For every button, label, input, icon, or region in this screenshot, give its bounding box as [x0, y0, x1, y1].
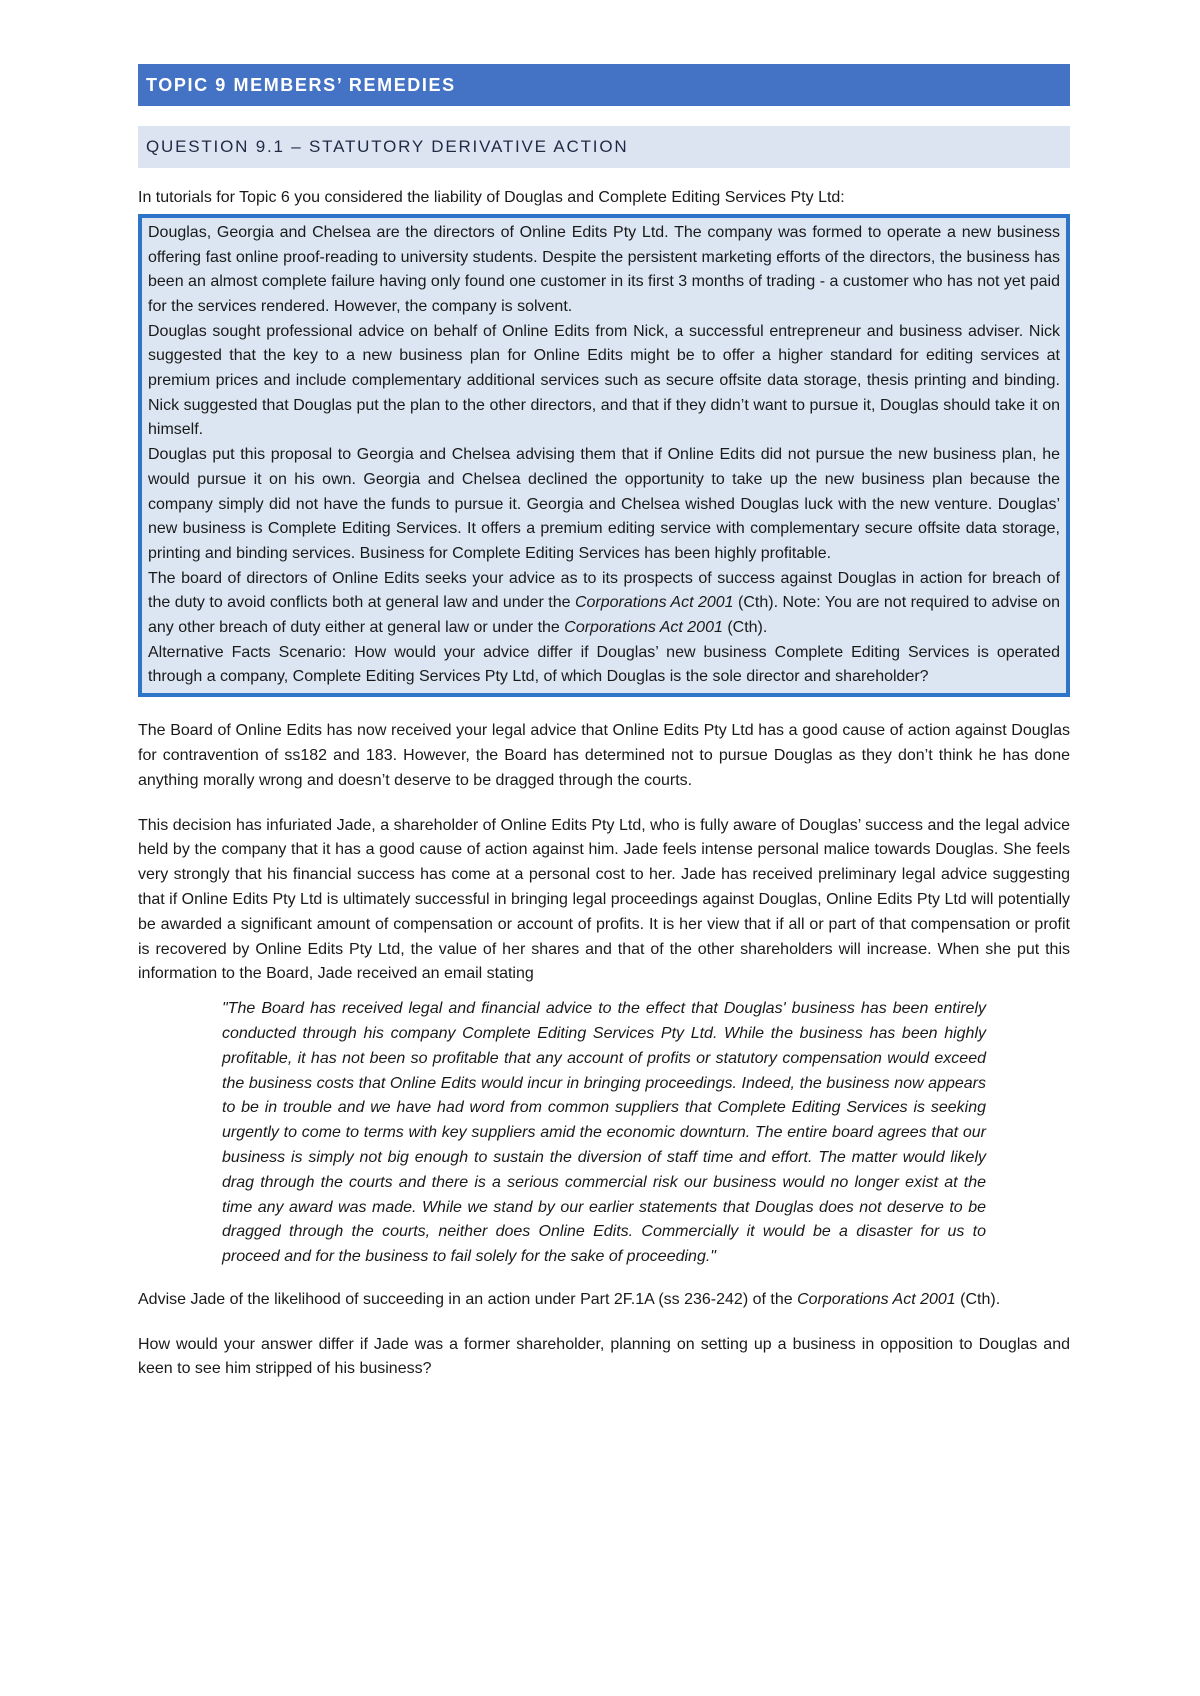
question-heading: QUESTION 9.1 – STATUTORY DERIVATIVE ACTION — [138, 126, 1070, 168]
scenario-paragraph-3: Douglas put this proposal to Georgia and Chelsea advising them that if Online Edits did not pursue the new business plan, he would pursue it on his own. Georgia and Chelsea declined the opportunity to take up the new business plan because the company simply did not have the funds to pursue it. Georgia and Chelsea wished Douglas luck with the new venture. Douglas’ new business is Complete Editing Services. It offers a premium editing service with complementary secure offsite data storage, printing and binding services. Business for Complete Editing Services has been highly profitable. — [148, 446, 1060, 562]
board-email-quote — [222, 997, 986, 1270]
scenario-paragraph-4 — [148, 567, 1060, 641]
scenario-paragraph-2: Douglas sought professional advice on behalf of Online Edits from Nick, a successful entrepreneur and business adviser. Nick suggested that the key to a new business plan for Online Edits might be to offer a higher standard for editing services at premium prices and include complementary additional services such as secure offsite data storage, thesis printing and binding. Nick suggested that Douglas put the plan to the other directors, and that if they didn’t want to pursue it, Douglas should take it on himself. — [148, 322, 1060, 439]
advise-text: (Cth). — [955, 1290, 1001, 1308]
body-paragraph-2: This decision has infuriated Jade, a shareholder of Online Edits Pty Ltd, who is fully aware of Douglas’ success and the legal advice held by the company that it has a good cause of action against him. Jade feels intense personal malice towards Douglas. She feels very strongly that his financial success has come at a personal cost to her. Jade has received preliminary legal advice suggesting that if Online Edits Pty Ltd is ultimately successful in bringing legal proceedings against Douglas, Online Edits Pty Ltd will potentially be awarded a significant amount of compensation or account of profits. It is her view that if all or part of that compensation or profit is recovered by Online Edits Pty Ltd, the value of her shares and that of the other shareholders will increase. When she put this information to the Board, Jade received an email stating — [138, 816, 1070, 983]
act-title: Corporations Act 2001 — [574, 594, 734, 612]
scenario-text: (Cth). — [722, 619, 768, 637]
scenario-text: (Cth). Note: You are not required to advise on any other breach of duty either at general law or under the — [148, 594, 1061, 637]
intro-paragraph: In tutorials for Topic 6 you considered the liability of Douglas and Complete Editing Services Pty Ltd: — [138, 189, 845, 206]
final-question: How would your answer differ if Jade was a former shareholder, planning on setting up a business in opposition to Douglas and keen to see him stripped of his business? — [138, 1335, 1070, 1378]
act-title: Corporations Act 2001 — [797, 1290, 956, 1308]
advise-question — [138, 1288, 1070, 1313]
scenario-paragraph-5: Alternative Facts Scenario: How would your advice differ if Douglas’ new business Complete Editing Services is operated through a company, Complete Editing Services Pty Ltd, of which Douglas is the sole director and shareholder? — [148, 643, 1060, 686]
body-paragraph-1: The Board of Online Edits has now received your legal advice that Online Edits Pty Ltd has a good cause of action against Douglas for contravention of ss182 and 183. However, the Board has determined not to pursue Douglas as they don’t think he has done anything morally wrong and doesn’t deserve to be dragged through the courts. — [138, 722, 1070, 789]
topic-heading: TOPIC 9 MEMBERS’ REMEDIES — [138, 64, 1070, 106]
scenario-box — [138, 214, 1070, 697]
scenario-paragraph-1: Douglas, Georgia and Chelsea are the directors of Online Edits Pty Ltd. The company was formed to operate a new business offering fast online proof-reading to university students. Despite the persistent marketing efforts of the directors, the business has been an almost complete failure having only found one customer in its first 3 months of trading - a customer who has not yet paid for the services rendered. However, the company is solvent. — [148, 223, 1060, 315]
document-page — [138, 64, 1070, 1382]
quote-text: "The Board has received legal and financial advice to the effect that Douglas' business has been entirely conducted through his company Complete Editing Services Pty Ltd. While the business has been highly profitable, it has not been so profitable that any account of profits or statutory compensation would exceed the business costs that Online Edits would incur in bringing proceedings. Indeed, the business now appears to be in trouble and we have had word from common suppliers that Complete Editing Services is seeking urgently to come to terms with key suppliers amid the economic downturn. The entire board agrees that our business is simply not big enough to sustain the diversion of staff time and effort. The matter would likely drag through the courts and there is a serious commercial risk our business would no longer exist at the time any award was made. While we stand by our earlier statements that Douglas does not deserve to be dragged through the courts, neither does Online Edits. Commercially it would be a disaster for us to proceed and for the business to fail solely for the sake of proceeding." — [222, 1000, 986, 1266]
act-title: Corporations Act 2001 — [564, 619, 723, 637]
scenario-text: The board of directors of Online Edits seeks your advice as to its prospects of success against Douglas in action for breach of the duty to avoid conflicts both at general law and under the — [148, 569, 1060, 612]
advise-text: Advise Jade of the likelihood of succeeding in an action under Part 2F.1A (ss 236-242) of the — [138, 1290, 798, 1308]
